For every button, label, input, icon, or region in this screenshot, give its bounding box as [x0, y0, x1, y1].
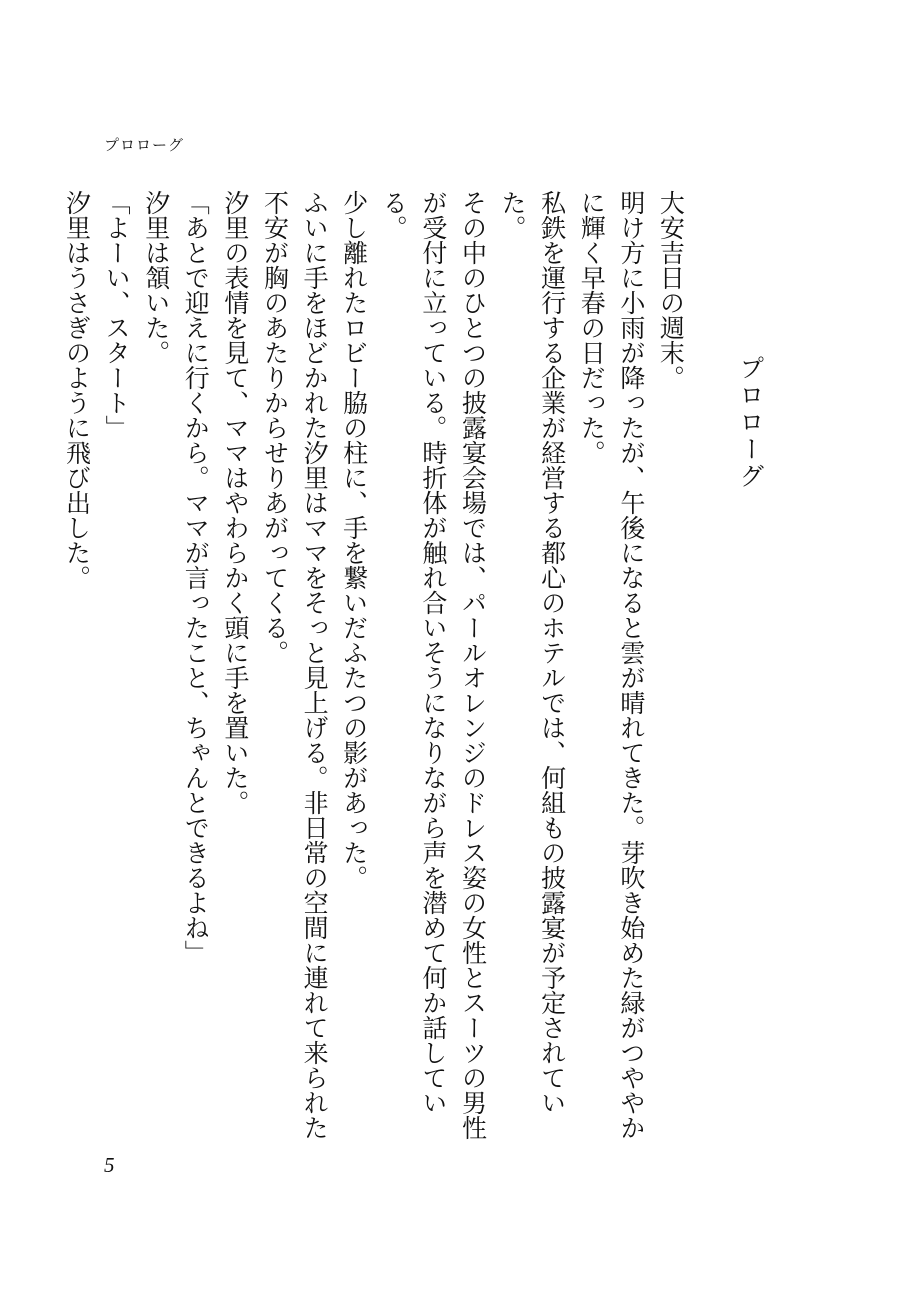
paragraph: 汐里はうさぎのように飛び出した。	[62, 190, 92, 590]
paragraph: 私鉄を運行する企業が経営する都心のホテルでは、何組もの披露宴が予定されていた。	[498, 190, 567, 1115]
chapter-title: プロローグ	[736, 355, 765, 490]
paragraph: 明け方に小雨が降ったが、午後になると雲が晴れてきた。芽吹き始めた緑がつややかに輝く早春の日だった。	[577, 190, 646, 1140]
paragraph: 汐里の表情を見て、ママはやわらかく頭に手を置いた。	[220, 190, 250, 815]
paragraph: その中のひとつの披露宴会場では、パールオレンジのドレス姿の女性とスーツの男性が受付に立っている。時折体が触れ合いそうになりながら声を潜めて何か話している。	[379, 190, 488, 1140]
paragraph: 汐里は頷いた。	[141, 190, 171, 365]
paragraph: 大安吉日の週末。	[656, 190, 686, 390]
dialogue: 「よーい、スタート」	[102, 190, 132, 440]
paragraph: 少し離れたロビー脇の柱に、手を繋いだふたつの影があった。	[339, 190, 369, 890]
running-head: プロローグ	[104, 136, 185, 154]
dialogue: 「あとで迎えに行くから。ママが言ったこと、ちゃんとできるよね」	[181, 190, 211, 965]
paragraph: ふいに手をほどかれた汐里はママをそっと見上げる。非日常の空間に連れて来られた不安が胸のあたりからせりあがってくる。	[260, 190, 330, 1140]
page-number: 5	[104, 1153, 115, 1177]
body-text	[57, 190, 770, 1150]
